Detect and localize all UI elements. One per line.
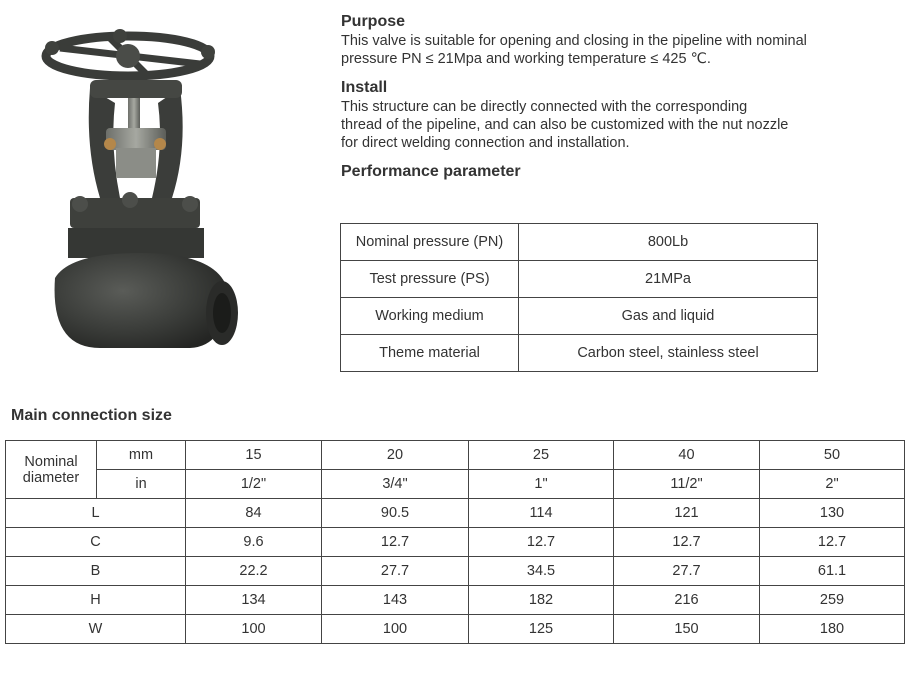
- in-cell: 3/4": [322, 470, 469, 499]
- table-row: [6, 528, 905, 557]
- unit-label: in: [97, 470, 186, 499]
- table-row: [341, 224, 818, 261]
- dimension-cell: 34.5: [469, 557, 614, 586]
- dimension-cell: 125: [469, 615, 614, 644]
- performance-table: [340, 223, 818, 372]
- dimension-cell: 100: [186, 615, 322, 644]
- install-text-line: for direct welding connection and installation.: [341, 135, 630, 151]
- param-label: Test pressure (PS): [341, 261, 519, 298]
- in-cell: 2": [760, 470, 905, 499]
- table-row: [6, 470, 905, 499]
- mm-cell: 20: [322, 441, 469, 470]
- install-heading: Install: [341, 79, 388, 96]
- in-cell: 1": [469, 470, 614, 499]
- dimension-cell: 143: [322, 586, 469, 615]
- dimension-cell: 114: [469, 499, 614, 528]
- dimension-cell: 27.7: [614, 557, 760, 586]
- dimension-cell: 61.1: [760, 557, 905, 586]
- param-value: Gas and liquid: [519, 298, 818, 335]
- performance-heading: Performance parameter: [341, 163, 521, 180]
- main-size-heading: Main connection size: [11, 407, 172, 424]
- table-row: [341, 261, 818, 298]
- dimension-cell: 22.2: [186, 557, 322, 586]
- dimension-cell: 216: [614, 586, 760, 615]
- purpose-text-line: pressure PN ≤ 21Mpa and working temperature ≤ 425 ℃.: [341, 51, 711, 67]
- unit-label: mm: [97, 441, 186, 470]
- param-label: Working medium: [341, 298, 519, 335]
- table-row: [6, 557, 905, 586]
- dimension-label: B: [6, 557, 186, 586]
- dimension-cell: 12.7: [760, 528, 905, 557]
- gate-valve-photo: [40, 28, 240, 358]
- dimension-cell: 100: [322, 615, 469, 644]
- dimension-cell: 12.7: [614, 528, 760, 557]
- mm-cell: 15: [186, 441, 322, 470]
- param-label: Nominal pressure (PN): [341, 224, 519, 261]
- in-cell: 1/2": [186, 470, 322, 499]
- dimension-cell: 12.7: [469, 528, 614, 557]
- dimension-cell: 130: [760, 499, 905, 528]
- dimension-cell: 180: [760, 615, 905, 644]
- install-text-line: This structure can be directly connected with the corresponding: [341, 99, 748, 115]
- in-cell: 11/2": [614, 470, 760, 499]
- param-value: 800Lb: [519, 224, 818, 261]
- purpose-heading: Purpose: [341, 13, 406, 30]
- install-text-line: thread of the pipeline, and can also be customized with the nut nozzle: [341, 117, 789, 133]
- dimension-label: L: [6, 499, 186, 528]
- table-row: [6, 615, 905, 644]
- purpose-text-line: This valve is suitable for opening and closing in the pipeline with nominal: [341, 33, 807, 49]
- dimension-cell: 84: [186, 499, 322, 528]
- dimension-cell: 90.5: [322, 499, 469, 528]
- dimension-cell: 27.7: [322, 557, 469, 586]
- table-row: [6, 499, 905, 528]
- param-label: Theme material: [341, 335, 519, 372]
- dimension-label: W: [6, 615, 186, 644]
- info-section: [341, 12, 881, 182]
- table-row: [6, 441, 905, 470]
- dimension-label: H: [6, 586, 186, 615]
- table-row: [6, 586, 905, 615]
- dimension-cell: 259: [760, 586, 905, 615]
- table-row: [341, 298, 818, 335]
- dimension-cell: 150: [614, 615, 760, 644]
- dimension-cell: 121: [614, 499, 760, 528]
- mm-cell: 25: [469, 441, 614, 470]
- table-row: [341, 335, 818, 372]
- main-size-table: [5, 440, 905, 644]
- dimension-cell: 134: [186, 586, 322, 615]
- dimension-cell: 9.6: [186, 528, 322, 557]
- mm-cell: 40: [614, 441, 760, 470]
- nominal-diameter-label: Nominal diameter: [6, 441, 97, 499]
- dimension-label: C: [6, 528, 186, 557]
- dimension-cell: 182: [469, 586, 614, 615]
- param-value: 21MPa: [519, 261, 818, 298]
- param-value: Carbon steel, stainless steel: [519, 335, 818, 372]
- mm-cell: 50: [760, 441, 905, 470]
- dimension-cell: 12.7: [322, 528, 469, 557]
